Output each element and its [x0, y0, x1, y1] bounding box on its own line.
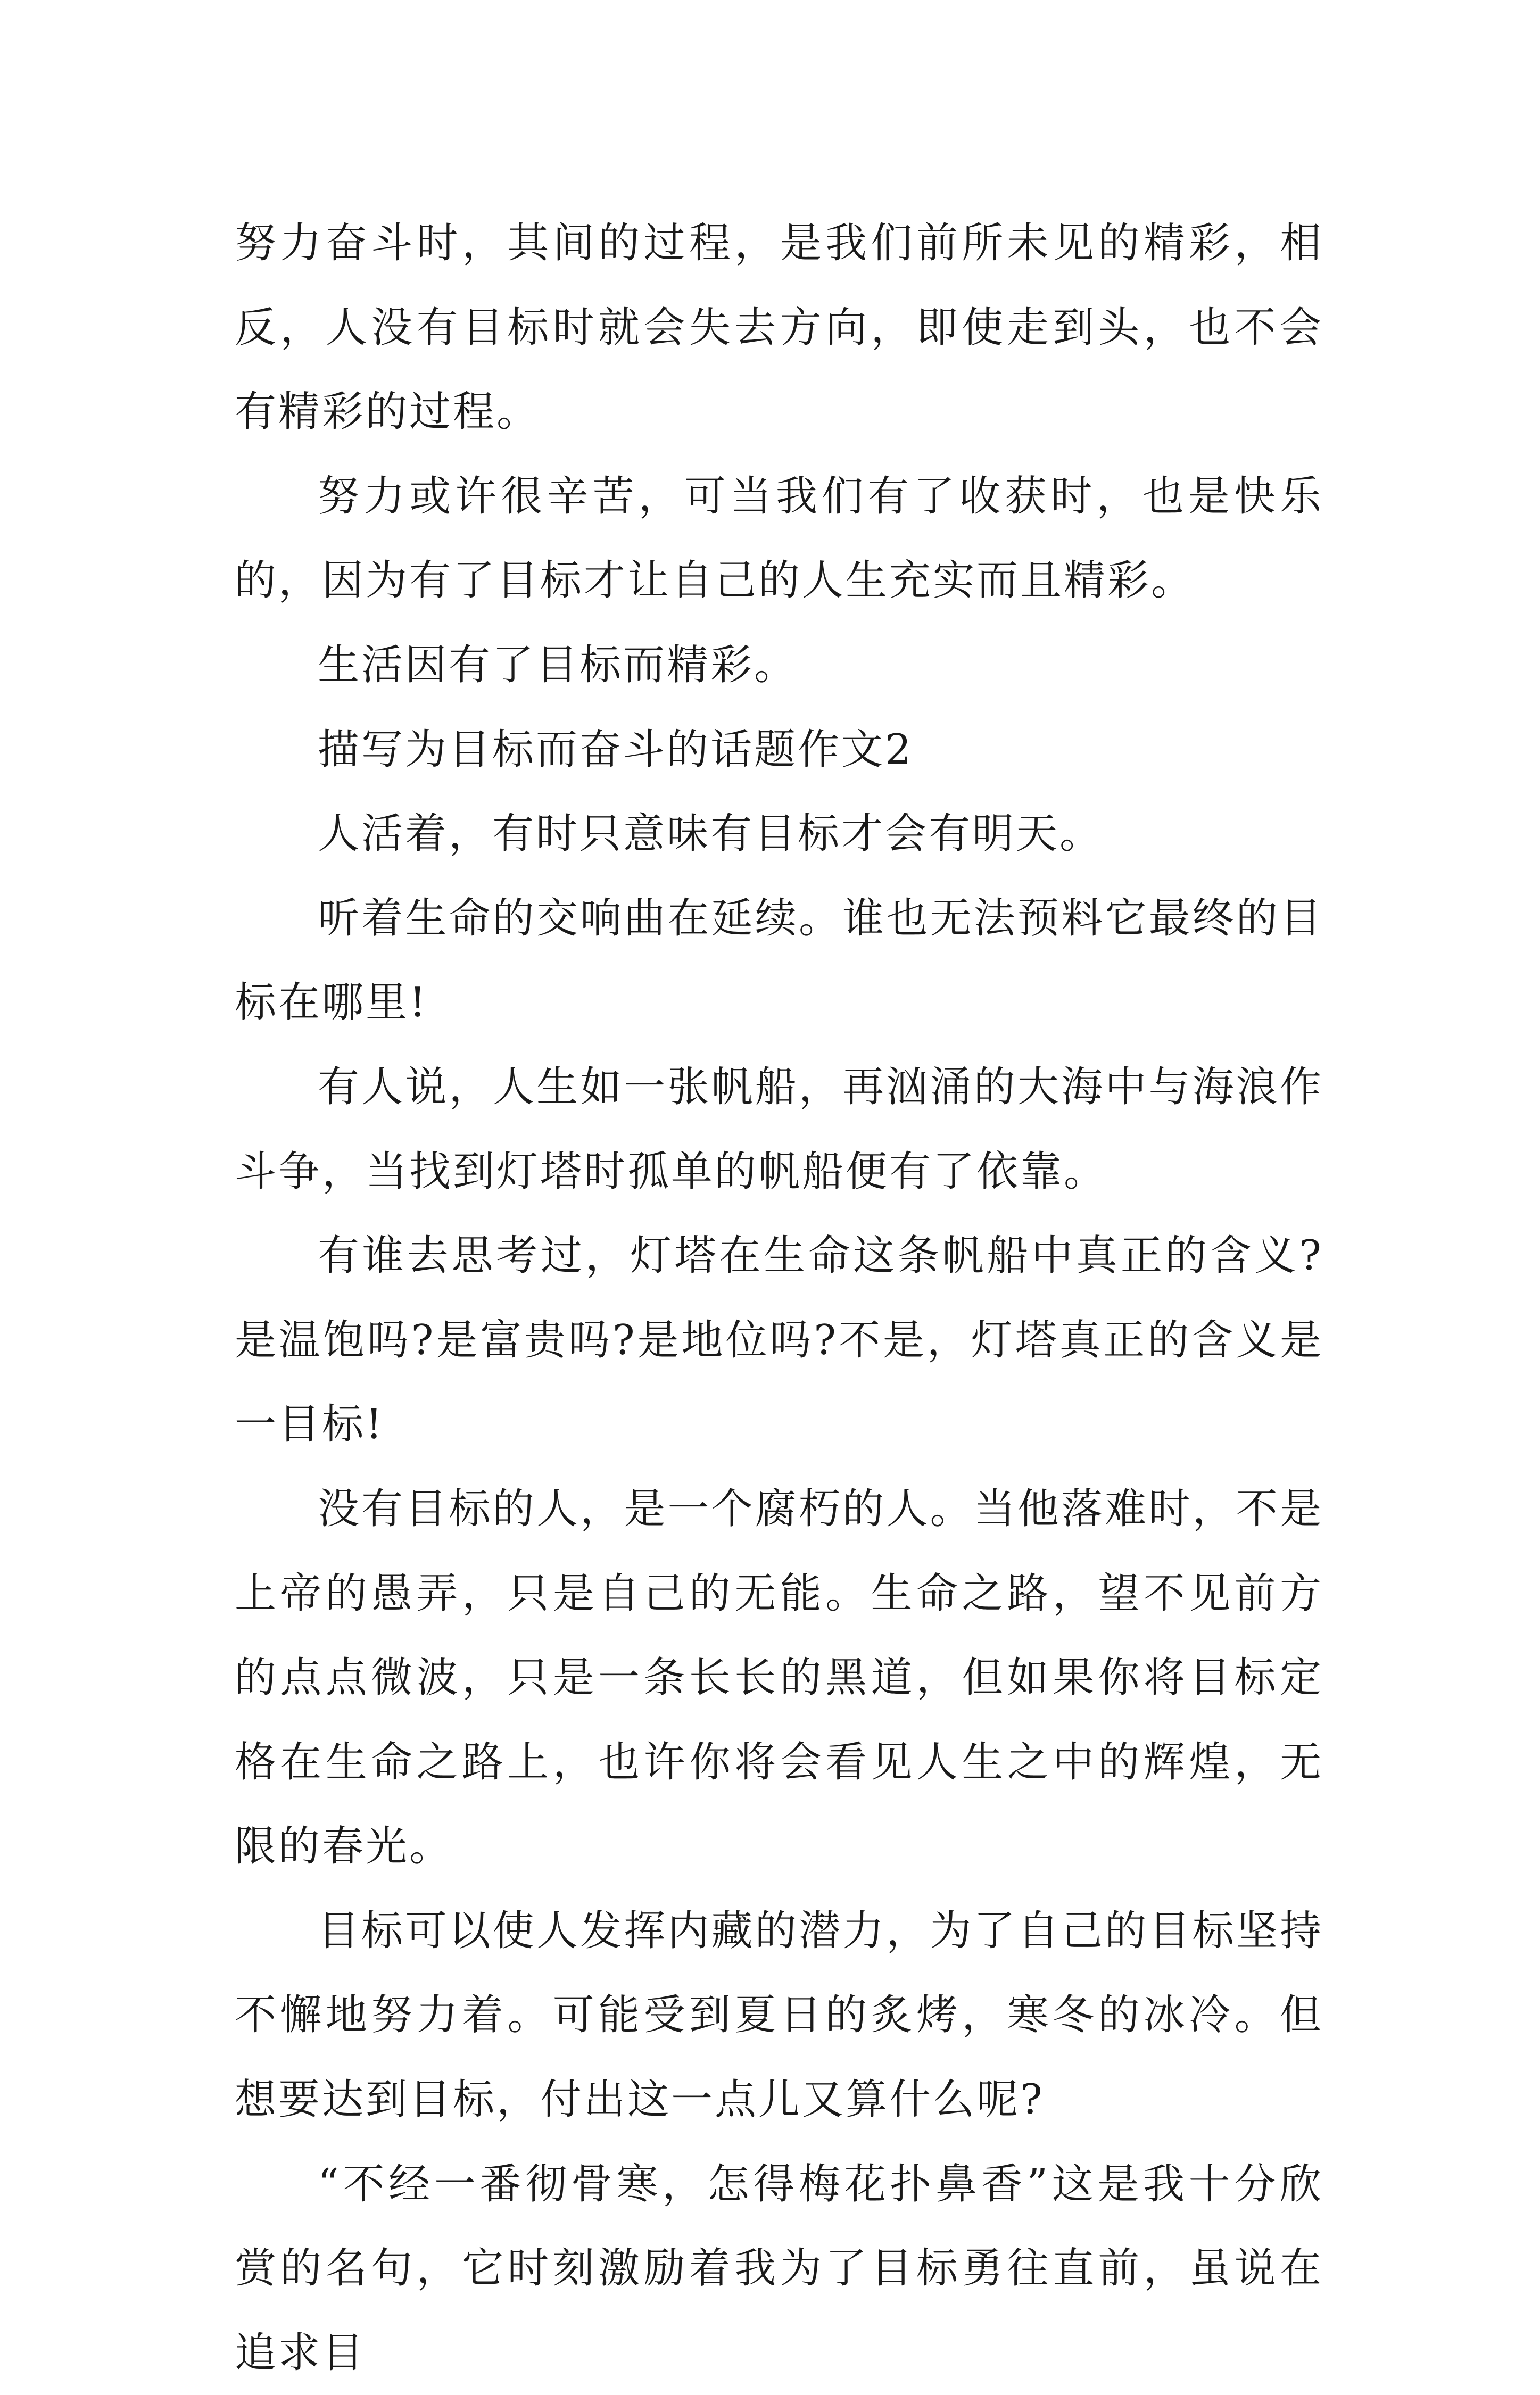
- paragraph-3: 生活因有了目标而精彩。: [318, 641, 798, 689]
- document-body: [235, 201, 1323, 2395]
- paragraph-11: “不经一番彻骨寒，怎得梅花扑鼻香”这是我十分欣赏的名句，它时刻激励着我为了目标勇往直前，虽说在追求目: [235, 2160, 1323, 2377]
- paragraph-5: 人活着，有时只意味有目标才会有明天。: [318, 810, 1104, 858]
- paragraph-8: 有谁去思考过，灯塔在生命这条帆船中真正的含义?是温饱吗?是富贵吗?是地位吗?不是，灯塔真正的含义是一目标!: [235, 1232, 1323, 1449]
- paragraph-9: 没有目标的人，是一个腐朽的人。当他落难时，不是上帝的愚弄，只是自己的无能。生命之路，望不见前方的点点微波，只是一条长长的黑道，但如果你将目标定格在生命之路上，也许你将会看见人生之中的辉煌，无限的春光。: [235, 1485, 1323, 1871]
- section-heading: 描写为目标而奋斗的话题作文2: [318, 725, 914, 774]
- paragraph-7: 有人说，人生如一张帆船，再汹涌的大海中与海浪作斗争，当找到灯塔时孤单的帆船便有了依靠。: [235, 1063, 1323, 1196]
- paragraph-1: 努力奋斗时，其间的过程，是我们前所未见的精彩，相反，人没有目标时就会失去方向，即使走到头，也不会有精彩的过程。: [235, 219, 1323, 436]
- paragraph-2: 努力或许很辛苦，可当我们有了收获时，也是快乐的，因为有了目标才让自己的人生充实而且精彩。: [235, 472, 1323, 605]
- paragraph-10: 目标可以使人发挥内藏的潜力，为了自己的目标坚持不懈地努力着。可能受到夏日的炙烤，寒冬的冰冷。但想要达到目标，付出这一点儿又算什么呢?: [235, 1907, 1323, 2124]
- paragraph-6: 听着生命的交响曲在延续。谁也无法预料它最终的目标在哪里!: [235, 894, 1323, 1027]
